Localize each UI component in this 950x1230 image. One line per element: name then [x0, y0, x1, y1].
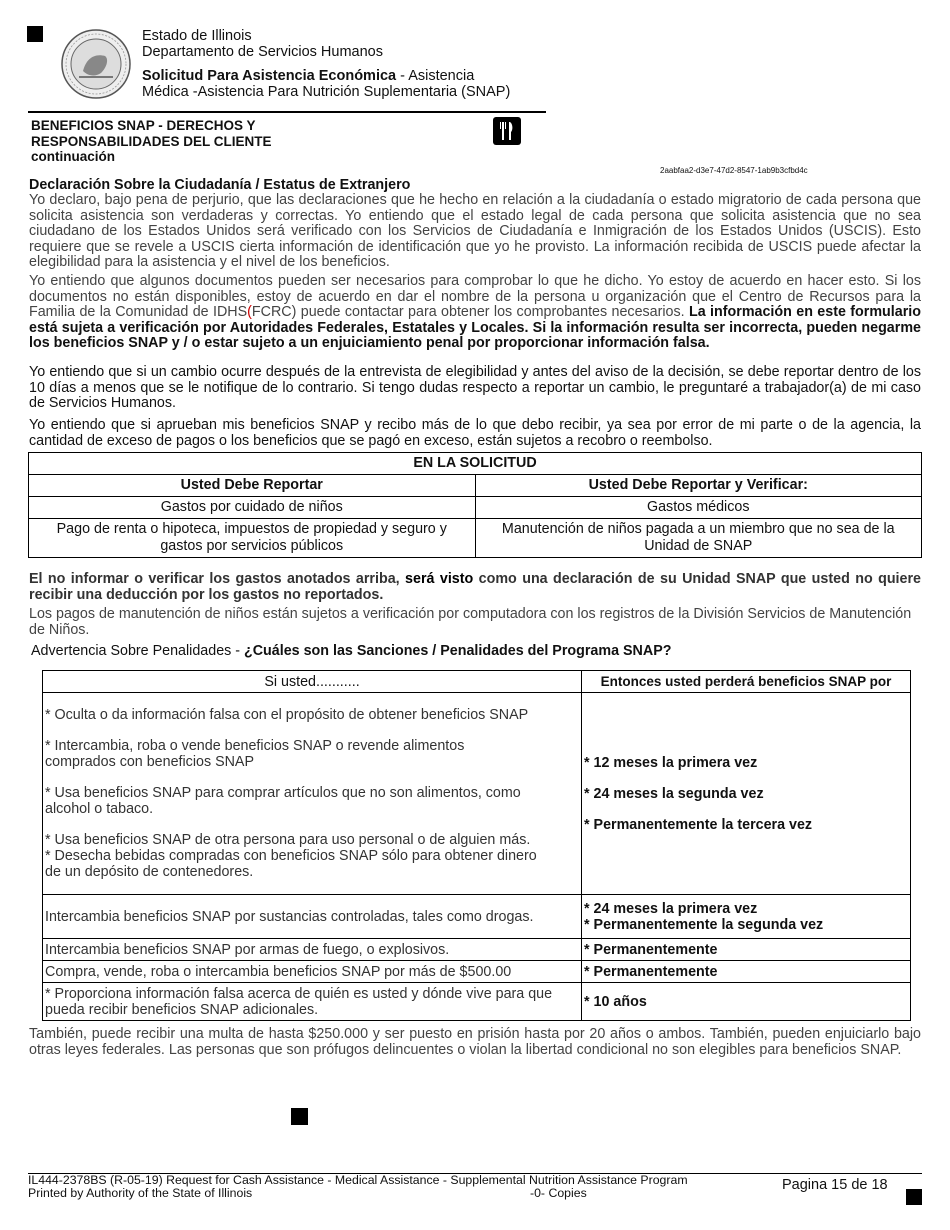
penalty-table	[42, 670, 911, 1021]
footer-authority: Printed by Authority of the State of Illinois	[28, 1185, 253, 1200]
section-title: BENEFICIOS SNAP - DERECHOS Y RESPONSABILIDADES DEL CLIENTE continuación	[31, 118, 272, 164]
declaration-paragraph-2: Yo entiendo que algunos documentos pueden ser necesarios para comprobar lo que he dicho. Yo estoy de acuerdo en hacer esto. Si los documentos no están disponibles, estoy de acuerdo en dar el nombre de la persona u organización que el Centro de Recursos para la Familia de la Comunidad de IDHS(FCRC) puede contactar para obtener los comprobantes necesarios. La información en este formulario está sujeta a verificación por Autoridades Federales, Estatales y Locales. Si la información resulta ser incorrecta, pueden negarme los beneficios SNAP y / o estar sujeto a un enjuiciamiento penal por proporcionar información falsa.	[29, 273, 921, 351]
report-table-title: EN LA SOLICITUD	[29, 453, 922, 475]
report-verify-col-header: Usted Debe Reportar y Verificar:	[475, 475, 922, 497]
footer-form-line: IL444-2378BS (R-05-19) Request for Cash Assistance - Medical Assistance - Supplemental Nutrition Assistance Program	[28, 1173, 688, 1187]
page-number: Pagina 15 de 18	[782, 1177, 888, 1193]
group-penalties: * 12 meses la primera vez * 24 meses la segunda vez * Permanentemente la tercera vez	[582, 693, 911, 895]
unreported-expenses-notice: El no informar o verificar los gastos anotados arriba, será visto como una declaración de su Unidad SNAP que usted no quiere recibir una deducción por los gastos no reportados.	[29, 571, 921, 603]
declaration-paragraph-3: Yo entiendo que si un cambio ocurre después de la entrevista de elegibilidad y antes del aviso de la decisión, se debe reportar dentro de los 10 días a menos que se le notifique de lo contrario. Si tengo dudas respecto a reportar un cambio, le preguntaré a trabajador(a) de mi caso de Servicios Humanos.	[29, 364, 921, 411]
penalty-col-offense-header: Si usted...........	[43, 671, 582, 693]
penalty-warning: Advertencia Sobre Penalidades - ¿Cuáles son las Sanciones / Penalidades del Programa SNAP?	[31, 643, 672, 659]
table-row: Intercambia beneficios SNAP por sustancias controladas, tales como drogas. * 24 meses la primera vez * Permanentemente la segunda vez	[43, 895, 911, 939]
form-id: 2aabfaa2-d3e7-47d2-8547-1ab9b3cfbd4c	[660, 166, 808, 175]
footer-copies: -0- Copies	[530, 1185, 587, 1200]
penalty-col-duration-header: Entonces usted perderá beneficios SNAP por	[582, 671, 911, 693]
closing-paragraph: También, puede recibir una multa de hasta $250.000 y ser puesto en prisión hasta por 20 años o ambos. También, pueden enjuiciarlo bajo otras leyes federales. Las personas que son prófugos delincuentes o violan la libertad condicional no son elegibles para beneficios SNAP.	[29, 1026, 921, 1058]
registration-mark-bottom	[291, 1108, 308, 1125]
form-title: Solicitud Para Asistencia Económica - Asistencia	[142, 68, 475, 84]
table-row: Compra, vende, roba o intercambia beneficios SNAP por más de $500.00 * Permanentemente	[43, 961, 911, 983]
report-col-header: Usted Debe Reportar	[29, 475, 476, 497]
table-row: Intercambia beneficios SNAP por armas de fuego, o explosivos. * Permanentemente	[43, 939, 911, 961]
header-divider	[28, 111, 546, 113]
declaration-paragraph-4: Yo entiendo que si aprueban mis beneficios SNAP y recibo más de lo que debo recibir, ya sea por error de mi parte o de la agencia, la cantidad de exceso de pagos o los beneficios que se pagó en exceso, están sujetos a recobro o reembolso.	[29, 417, 921, 449]
fork-knife-icon	[493, 117, 521, 145]
report-table	[28, 452, 922, 558]
child-support-notice: Los pagos de manutención de niños están sujetos a verificación por computadora con los registros de la División Servicios de Manutención de Niños.	[29, 606, 912, 638]
table-row: Pago de renta o hipoteca, impuestos de propiedad y seguro y gastos por servicios públicos Manutención de niños pagada a un miembro que no sea de la Unidad de SNAP	[29, 519, 922, 558]
state-name: Estado de Illinois	[142, 28, 252, 44]
declaration-heading: Declaración Sobre la Ciudadanía / Estatus de Extranjero	[29, 177, 411, 193]
footer	[28, 1173, 922, 1199]
registration-mark-top-left	[27, 26, 43, 42]
table-row: * Proporciona información falsa acerca de quién es usted y dónde vive para que pueda recibir beneficios SNAP adicionales. * 10 años	[43, 983, 911, 1021]
department-name: Departamento de Servicios Humanos	[142, 44, 383, 60]
form-title-line2: Médica -Asistencia Para Nutrición Suplementaria (SNAP)	[142, 84, 511, 100]
group-offenses: * Oculta o da información falsa con el propósito de obtener beneficios SNAP * Intercambia, roba o vende beneficios SNAP o revende alimentos comprados con beneficios SNAP * Usa beneficios SNAP para comprar artículos que no son alimentos, como alcohol o tabaco. * Usa beneficios SNAP de otra persona para uso personal o de alguien más. * Desecha bebidas compradas con beneficios SNAP sólo para obtener dinero de un depósito de contenedores.	[43, 693, 582, 895]
declaration-paragraph-1: Yo declaro, bajo pena de perjurio, que las declaraciones que he hecho en relación a la ciudadanía o estado migratorio de cada persona que solicita asistencia son verdaderas y correctas. Yo entiendo que el estado legal de cada persona que solicita asistencia que no sea ciudadano de los Estados Unidos será verificado con los Servicios de Ciudadanía e Inmigración de los Estados Unidos (USCIS). Esto requiere que se revele a USCIS cierta información de identificación que yo he provisto. La información recibida de USCIS puede afectar la elegibilidad para la asistencia y el nivel de los beneficios.	[29, 192, 921, 270]
table-row	[43, 693, 911, 895]
table-row: Gastos por cuidado de niños Gastos médicos	[29, 497, 922, 519]
illinois-seal-icon	[61, 29, 131, 99]
